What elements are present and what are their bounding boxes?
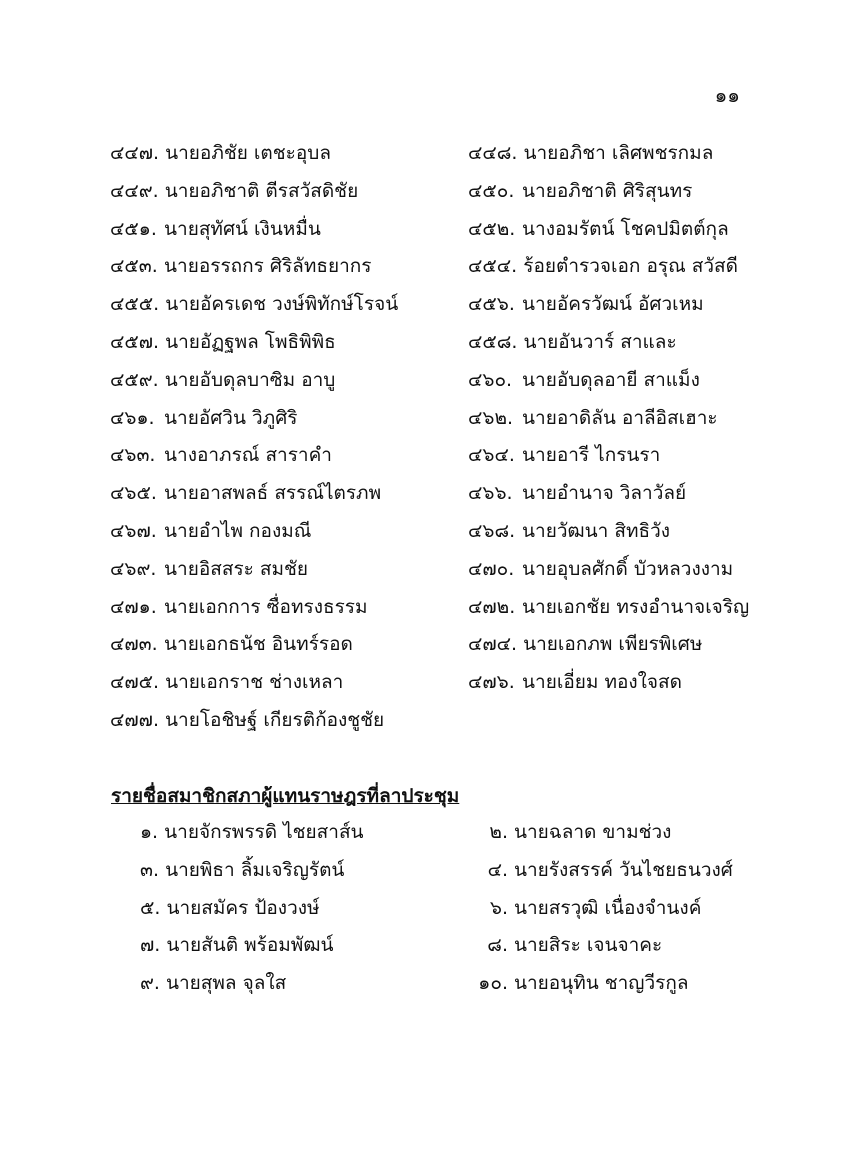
member-number: ๔๖๖. [468, 482, 513, 505]
member-number: ๔๕๙. [110, 368, 159, 391]
member-number: ๔๕๘. [468, 330, 518, 353]
member-entry [110, 592, 368, 622]
member-number: ๔๖๗. [110, 519, 157, 542]
list-row [110, 327, 750, 365]
member-entry [110, 705, 384, 735]
member-name: นายเอกภพ เพียรพิเศษ [523, 633, 703, 656]
absent-name: นายฉลาด ขามช่วง [514, 821, 672, 843]
absent-name: นายสรวุฒิ เนื่องจำนงค์ [514, 896, 702, 919]
member-number: ๔๗๐. [468, 557, 515, 580]
list-row [110, 930, 750, 968]
absent-number: ๙. [140, 972, 160, 995]
list-row [110, 855, 750, 893]
member-number: ๔๔๗. [110, 142, 160, 164]
absent-number: ๘. [487, 934, 508, 957]
absent-entry [468, 968, 720, 998]
absent-name: นายสิระ เจนจาคะ [514, 934, 663, 957]
member-entry [468, 214, 729, 244]
member-number: ๔๖๙. [110, 557, 157, 580]
member-name: นายอภิชัย เตชะอุบล [165, 142, 331, 164]
member-entry [468, 403, 718, 433]
absent-name: นายจักรพรรดิ ไชยสาส์น [164, 821, 364, 843]
absent-members-list [110, 817, 750, 1006]
member-number: ๔๕๖. [468, 293, 515, 316]
absent-number: ๗. [140, 934, 161, 957]
absent-entry [468, 930, 720, 960]
absent-number: ๔. [487, 858, 508, 881]
member-name: ร้อยตำรวจเอก อรุณ สวัสดี [523, 255, 738, 278]
member-name: นายอรรถกร ศิริลัทธยากร [164, 255, 372, 278]
list-row [110, 516, 750, 554]
member-number: ๔๖๐. [468, 368, 513, 391]
member-number: ๔๖๔. [468, 444, 515, 467]
member-entry [110, 289, 398, 319]
member-entry [468, 554, 733, 584]
absent-number: ๖. [489, 896, 508, 919]
absent-name: นายสมัคร ป้องวงษ์ [166, 896, 320, 919]
member-entry [468, 251, 738, 281]
member-entry [468, 629, 702, 659]
list-row [110, 440, 750, 478]
member-name: นายอับดุลบาซิม อาบู [164, 368, 336, 391]
list-row [110, 138, 750, 176]
member-number: ๔๖๑. [110, 406, 155, 429]
list-row [110, 667, 750, 705]
member-number: ๔๔๙. [110, 179, 159, 202]
member-entry [110, 403, 297, 433]
member-name: นายอุบลศักดิ์ บัวหลวงงาม [522, 557, 734, 580]
member-entry [110, 629, 353, 659]
absent-entry [468, 855, 733, 885]
member-entry [468, 516, 670, 546]
absent-number: ๕. [140, 896, 161, 919]
list-row [110, 176, 750, 214]
member-number: ๔๔๘. [468, 142, 518, 164]
member-entry [110, 554, 308, 584]
absent-entry [140, 930, 333, 960]
member-number: ๔๗๔. [468, 633, 518, 656]
member-name: นายอัครเดช วงษ์พิทักษ์โรจน์ [165, 293, 399, 316]
member-entry [110, 251, 371, 281]
member-number: ๔๗๒. [468, 595, 516, 618]
list-row [110, 592, 750, 630]
member-entry [110, 214, 321, 244]
member-name: นายโอชิษฐ์ เกียรติก้องชูชัย [165, 708, 385, 731]
absent-name: นายสันติ พร้อมพัฒน์ [166, 934, 334, 957]
member-entry [110, 176, 358, 206]
list-row [110, 251, 750, 289]
member-name: นายอับดุลอายี สาแม็ง [522, 368, 700, 391]
member-name: นายอัครวัฒน์ อัศวเหม [522, 293, 704, 316]
member-name: นายเอี่ยม ทองใจสด [522, 671, 682, 694]
member-name: นายวัฒนา สิทธิวัง [522, 519, 671, 542]
member-entry [110, 327, 336, 357]
member-name: นางอาภรณ์ สาราคำ [164, 444, 332, 467]
member-entry [468, 440, 660, 470]
member-number: ๔๗๑. [110, 595, 157, 618]
member-number: ๔๗๓. [110, 633, 158, 656]
member-number: ๔๕๓. [110, 255, 158, 278]
member-name: นายเอกธนัช อินทร์รอด [164, 633, 353, 656]
member-name: นายอำไพ กองมณี [164, 519, 312, 542]
absent-entry [468, 817, 720, 847]
member-name: นายเอกชัย ทรงอำนาจเจริญ [522, 595, 750, 618]
absent-number: ๑. [140, 821, 159, 843]
member-name: นายอภิชา เลิศพชรกมล [523, 142, 714, 164]
member-number: ๔๕๒. [468, 217, 516, 240]
member-entry [110, 667, 343, 697]
member-entry [110, 516, 311, 546]
page-number: ๑๑ [714, 83, 740, 107]
list-row [110, 403, 750, 441]
member-entry [468, 138, 713, 168]
absent-section-title: รายชื่อสมาชิกสภาผู้แทนราษฎรที่ลาประชุม [111, 785, 460, 807]
member-name: นายอัฏฐพล โพธิพิพิธ [165, 330, 336, 353]
member-name: นายอาสพลธ์ สรรณ์ไตรภพ [164, 482, 382, 505]
member-number: ๔๖๓. [110, 444, 156, 467]
member-name: นางอมรัตน์ โชคปมิตต์กุล [522, 217, 729, 240]
absent-name: นายสุพล จุลใส [166, 972, 287, 995]
member-number: ๔๕๗. [110, 330, 160, 353]
member-entry [110, 478, 381, 508]
absent-number: ๒. [489, 821, 508, 843]
member-name: นายเอกการ ซื่อทรงธรรม [164, 595, 368, 618]
absent-number: ๓. [140, 858, 160, 881]
attending-members-list [110, 138, 750, 743]
list-row [110, 629, 750, 667]
member-name: นายอารี ไกรนรา [522, 444, 661, 467]
member-entry [468, 289, 704, 319]
member-entry [110, 440, 332, 470]
member-name: นายอภิชาติ ศิริสุนทร [522, 179, 693, 202]
list-row [110, 968, 750, 1006]
member-number: ๔๗๕. [110, 671, 160, 694]
member-number: ๔๖๘. [468, 519, 516, 542]
member-entry [468, 176, 692, 206]
member-name: นายอาดิลัน อาลีอิสเฮาะ [522, 406, 718, 429]
absent-number: ๑๐. [478, 972, 508, 995]
absent-entry [140, 968, 286, 998]
list-row [110, 554, 750, 592]
list-row [110, 289, 750, 327]
absent-entry [140, 893, 320, 923]
member-entry [468, 592, 749, 622]
list-row [110, 365, 750, 403]
absent-name: นายอนุทิน ชาญวีรกูล [514, 972, 689, 995]
list-row [110, 893, 750, 931]
absent-name: นายรังสรรค์ วันไชยธนวงศ์ [514, 858, 733, 881]
member-name: นายอำนาจ วิลาวัลย์ [522, 482, 687, 505]
absent-name: นายพิธา ลิ้มเจริญรัตน์ [165, 858, 345, 881]
absent-entry [468, 893, 720, 923]
member-number: ๔๗๖. [468, 671, 515, 694]
member-number: ๔๕๐. [468, 179, 515, 202]
member-number: ๔๖๕. [110, 482, 157, 505]
member-entry [468, 327, 677, 357]
member-number: ๔๖๒. [468, 406, 514, 429]
list-row [110, 214, 750, 252]
member-name: นายอันวาร์ สาและ [523, 330, 677, 353]
member-name: นายเอกราช ช่างเหลา [165, 671, 344, 694]
absent-entry [140, 855, 344, 885]
list-row [110, 817, 750, 855]
list-row [110, 478, 750, 516]
member-name: นายอภิชาติ ตีรสวัสดิชัย [164, 179, 359, 202]
member-name: นายสุทัศน์ เงินหมื่น [164, 217, 321, 240]
member-number: ๔๗๗. [110, 708, 159, 731]
member-number: ๔๕๕. [110, 293, 160, 316]
member-number: ๔๕๑. [110, 217, 157, 240]
member-entry [468, 365, 700, 395]
member-name: นายอิสสระ สมชัย [164, 557, 309, 580]
absent-entry [140, 817, 364, 847]
member-name: นายอัศวิน วิภูศิริ [164, 406, 298, 429]
member-entry [110, 365, 335, 395]
member-number: ๔๕๔. [468, 255, 518, 278]
member-entry [468, 478, 686, 508]
list-row [110, 705, 750, 743]
member-entry [110, 138, 331, 168]
member-entry [468, 667, 682, 697]
